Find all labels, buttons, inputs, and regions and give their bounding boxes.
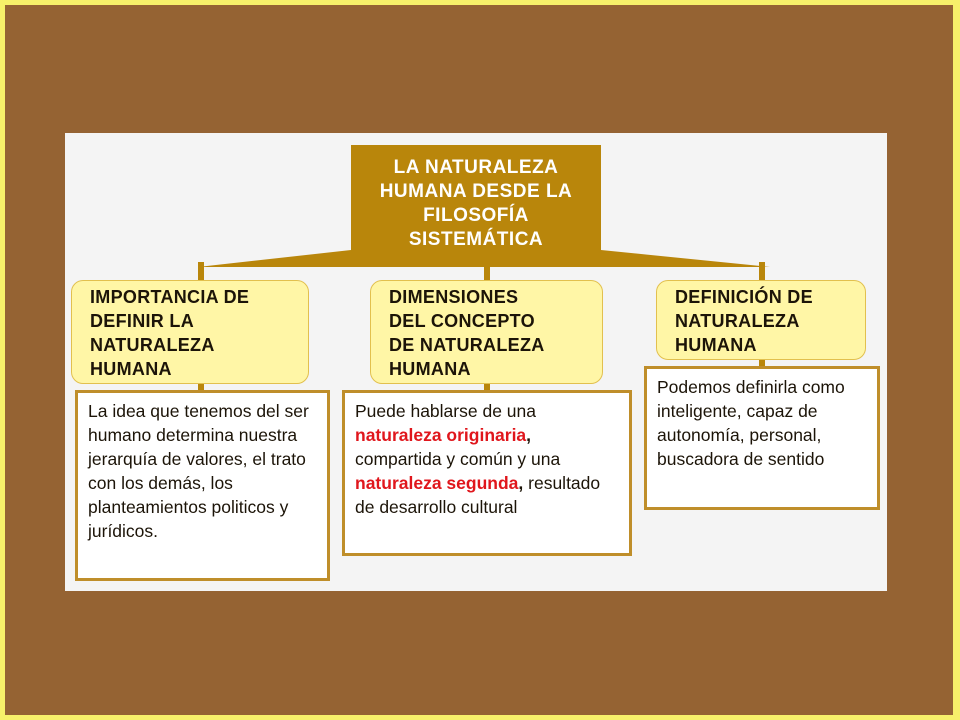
heading-importancia: IMPORTANCIA DE DEFINIR LA NATURALEZA HUMANA	[71, 280, 309, 384]
comma-2: ,	[518, 473, 524, 493]
highlight-naturaleza-originaria: naturaleza originaria	[355, 425, 527, 445]
description-definicion: Podemos definirla como inteligente, capaz de autonomía, personal, buscadora de sentido	[644, 366, 880, 510]
description-importancia: La idea que tenemos del ser humano determina nuestra jerarquía de valores, el trato con los demás, los planteamientos politicos y jurídicos.	[75, 390, 330, 581]
highlight-naturaleza-segunda: naturaleza segunda	[355, 473, 519, 493]
text-intro: Puede hablarse de una	[355, 401, 536, 421]
comma-1: ,	[526, 425, 532, 445]
heading-definicion: DEFINICIÓN DE NATURALEZA HUMANA	[656, 280, 866, 360]
text-middle: compartida y común y una	[355, 449, 561, 469]
heading-dimensiones: DIMENSIONES DEL CONCEPTO DE NATURALEZA HUMANA	[370, 280, 603, 384]
text-end: resultado de desarrollo cultural	[355, 473, 601, 517]
description-dimensiones	[342, 390, 632, 556]
diagram-title: LA NATURALEZA HUMANA DESDE LA FILOSOFÍA SISTEMÁTICA	[351, 145, 601, 263]
